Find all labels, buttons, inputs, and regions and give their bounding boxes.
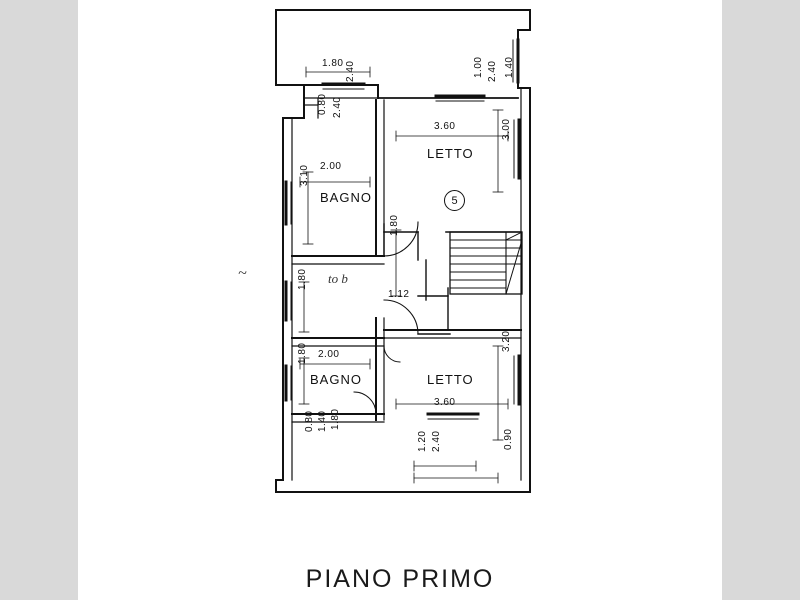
dim-top-left-height-a: 2.40: [332, 96, 343, 118]
dim-bedroom2-height: 3.20: [501, 330, 512, 352]
dim-top-right-window: 1.00: [473, 56, 484, 78]
dim-corridor-small: 1.12: [388, 289, 410, 300]
page-title: PIANO PRIMO: [305, 565, 495, 593]
dim-bathroom-height: 3.10: [299, 164, 310, 186]
dim-top-right-edge: 1.40: [504, 56, 515, 78]
dim-bottom-left-door: 0.80: [304, 410, 315, 432]
room-label-letto-upper: LETTO: [427, 146, 474, 161]
room-label-bagno-upper: BAGNO: [320, 190, 372, 205]
dim-corridor-door: 1.80: [389, 214, 400, 236]
dim-top-left-height-b: 2.40: [345, 60, 356, 82]
annotation-scribble-center: to b: [328, 271, 348, 286]
dim-bathroom-width: 2.00: [320, 161, 342, 172]
annotation-scribble-left: ~: [238, 265, 247, 282]
dim-bath2-width: 2.00: [318, 349, 340, 360]
dim-closet-height: 1.80: [297, 268, 308, 290]
dim-bottom-left-height-b: 1.80: [330, 408, 341, 430]
dim-top-left-door: 0.80: [317, 93, 328, 115]
dim-bedroom-top-width: 3.60: [434, 121, 456, 132]
letterbox-right: [722, 0, 800, 600]
letterbox-left: [0, 0, 78, 600]
room-marker-5: 5: [444, 190, 465, 211]
dim-bedroom-top-height: 3.00: [501, 118, 512, 140]
dim-top-left-width: 1.80: [322, 58, 344, 69]
dim-bottom-window-height: 2.40: [431, 430, 442, 452]
dim-bottom-right-edge: 0.90: [503, 428, 514, 450]
dim-bottom-window: 1.20: [417, 430, 428, 452]
dim-bedroom2-width: 3.60: [434, 397, 456, 408]
dim-bath2-height: 1.80: [297, 342, 308, 364]
dim-bottom-left-height: 1.40: [317, 410, 328, 432]
floor-plan-drawing: [78, 0, 722, 600]
dim-top-right-height: 2.40: [487, 60, 498, 82]
room-label-letto-lower: LETTO: [427, 372, 474, 387]
room-label-bagno-lower: BAGNO: [310, 372, 362, 387]
plan-sheet: [78, 0, 722, 600]
